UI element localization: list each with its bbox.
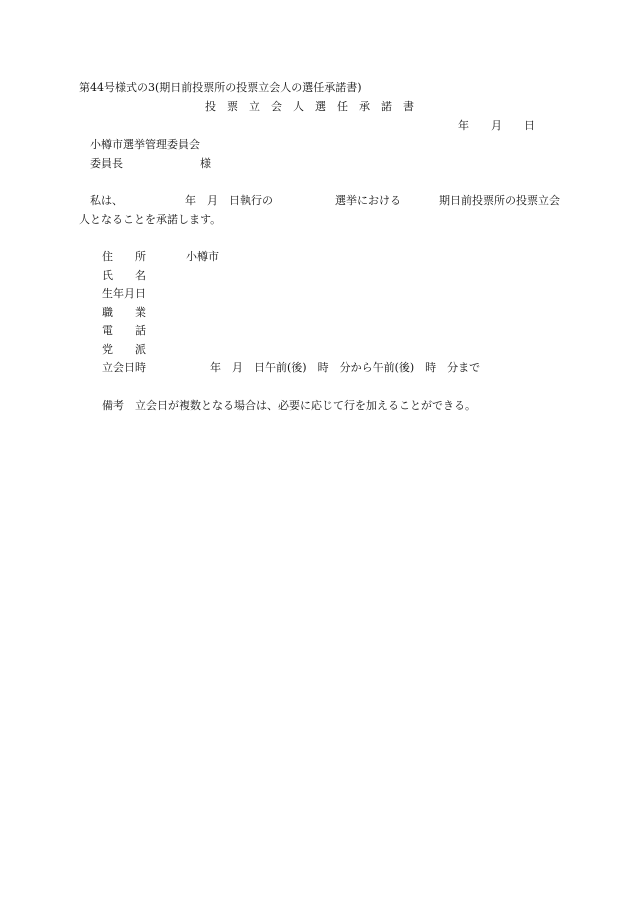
- field-birthdate: [102, 287, 186, 301]
- recipient-organization: 小樽市選挙管理委員会: [90, 138, 200, 151]
- field-value: 年 月 日午前(後) 時 分から午前(後) 時 分まで: [210, 361, 481, 374]
- field-label: 職 業: [102, 306, 146, 319]
- date-line: 年 月 日: [458, 119, 535, 132]
- statement-date-blank: 年 月 日執行の: [185, 194, 273, 207]
- document-title: 投 票 立 会 人 選 任 承 諾 書: [205, 100, 414, 113]
- field-attendance-datetime: [102, 361, 480, 375]
- consent-statement-line1: [90, 194, 560, 208]
- recipient-chair: 委員長 様: [90, 157, 211, 170]
- consent-statement-line2: 人となることを承諾します。: [79, 213, 222, 226]
- field-label: 生年月日: [102, 287, 146, 300]
- field-label: 党 派: [102, 343, 146, 356]
- field-value: 小樽市: [186, 250, 219, 263]
- field-label: 電 話: [102, 324, 146, 337]
- statement-election: 選挙における: [335, 194, 401, 207]
- field-label: 氏 名: [102, 269, 146, 282]
- field-label: 立会日時: [102, 361, 146, 374]
- form-number: 第44号様式の3(期日前投票所の投票立会人の選任承諾書): [79, 81, 362, 94]
- field-address: [102, 250, 219, 264]
- remarks-note: 備考 立会日が複数となる場合は、必要に応じて行を加えることができる。: [102, 399, 476, 412]
- field-occupation: [102, 306, 186, 320]
- field-name: [102, 269, 186, 283]
- field-phone: [102, 324, 186, 338]
- field-party: [102, 343, 186, 357]
- statement-place: 期日前投票所の投票立会: [439, 194, 560, 207]
- field-label: 住 所: [102, 250, 146, 263]
- statement-subject: 私は、: [90, 194, 123, 207]
